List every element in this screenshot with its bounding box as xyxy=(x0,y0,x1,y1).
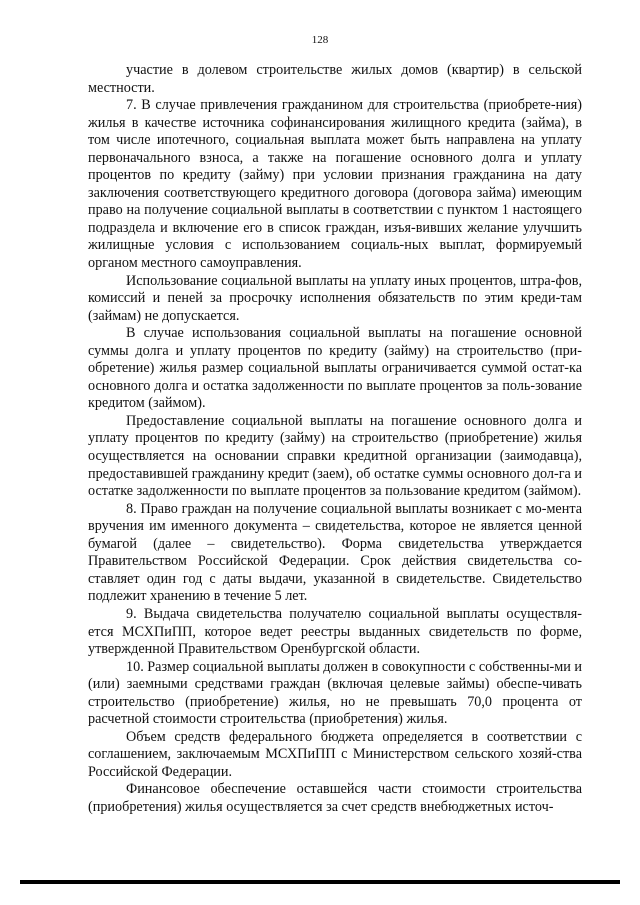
document-body xyxy=(88,62,582,817)
paragraph-other-interest: Использование социальной выплаты на уплату иных процентов, штра-фов, комиссий и пеней за просрочку исполнения обязательств по этим креди-там (займам) не допускается. xyxy=(88,272,582,324)
paragraph-item-9: 9. Выдача свидетельства получателю социальной выплаты осуществля-ется МСХПиПП, которое ведет реестры выданных свидетельств по форме, утвержденной Правительством Оренбургской области. xyxy=(88,605,582,658)
paragraph-continuation: участие в долевом строительстве жилых домов (квартир) в сельской местности. xyxy=(88,62,582,96)
paragraph-item-7: 7. В случае привлечения гражданином для строительства (приобрете-ния) жилья в качестве источника софинансирования жилищного кредита (займа), в том числе ипотечного, социальная выплата может быть направлена на уплату первоначального взноса, а также на погашение основного долга и уплату процентов по кредиту (займу) при условии признания гражданина на дату заключения соответствующего кредитного договора (договора займа) имеющим право на получение социальной выплаты в соответствии с пунктом 1 настоящего подраздела и включение его в список граждан, изъя-вивших желание улучшить жилищные условия с использованием социаль-ных выплат, формируемый органом местного самоуправления. xyxy=(88,97,582,272)
paragraph-item-8: 8. Право граждан на получение социальной выплаты возникает с мо-мента вручения им именного документа – свидетельства, которое не является ценной бумагой (далее – свидетельство). Форма свидетельства утверждается Правительством Российской Федерации. Срок действия свидетельства со-ставляет один год с даты выдачи, указанной в свидетельстве. Свидетельство подлежит хранению в течение 5 лет. xyxy=(88,500,582,605)
page-number: 128 xyxy=(311,34,329,46)
paragraph-bank-certificate: Предоставление социальной выплаты на погашение основного долга и уплату процентов по кредиту (займу) на строительство (приобретение) жилья осуществляется на основании справки кредитной организации (заимодавца), предоставившей гражданину кредит (заем), об остатке суммы основного дол-га и остатке задолженности по выплате процентов за пользование кредитом (займом). xyxy=(88,412,582,500)
paragraph-item-10: 10. Размер социальной выплаты должен в совокупности с собственны-ми и (или) заемными средствами граждан (включая целевые займы) обеспе-чивать строительство (приобретение) жилья, но не превышать 70,0 процента от расчетной стоимости строительства (приобретения) жилья. xyxy=(88,658,582,728)
bottom-divider xyxy=(20,880,620,884)
paragraph-financing: Финансовое обеспечение оставшейся части стоимости строительства (приобретения) жилья осуществляется за счет средств внебюджетных источ- xyxy=(88,781,582,815)
paragraph-federal-budget: Объем средств федерального бюджета определяется в соответствии с соглашением, заключаемым МСХПиПП с Министерством сельского хозяй-ства Российской Федерации. xyxy=(88,728,582,780)
paragraph-debt-repayment: В случае использования социальной выплаты на погашение основной суммы долга и уплату процентов по кредиту (займу) на строительство (при-обретение) жилья размер социальной выплаты ограничивается суммой остат-ка основного долга и остатка задолженности по выплате процентов за поль-зование кредитом (займом). xyxy=(88,325,582,412)
